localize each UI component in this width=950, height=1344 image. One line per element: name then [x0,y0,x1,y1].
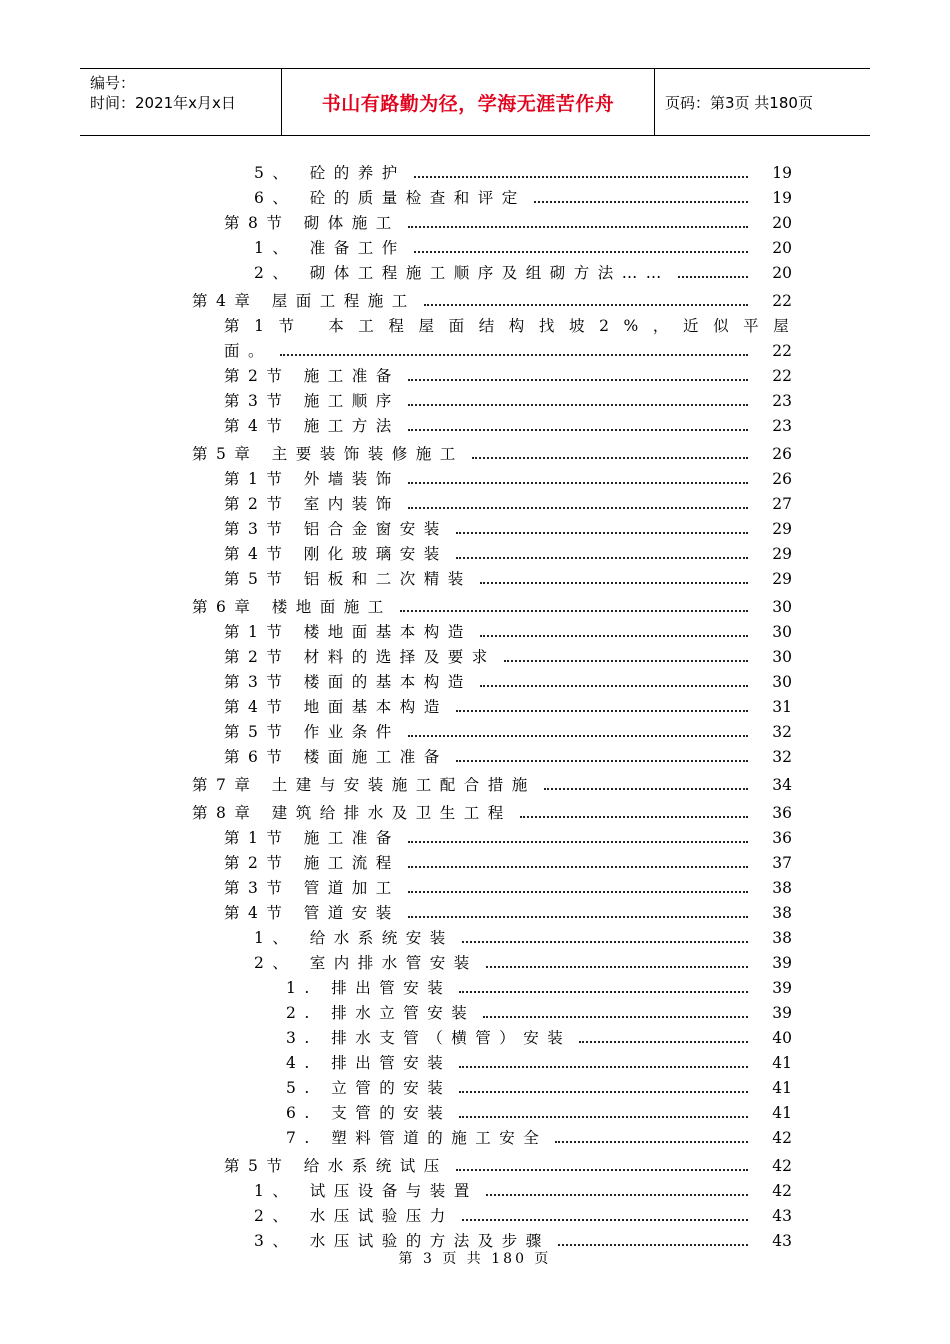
toc-page-number: 26 [772,445,792,463]
toc-entry-title: 第5章 主要装饰装修施工 [192,445,464,463]
toc-entry[interactable] [0,667,950,692]
toc-dot-leader [408,841,748,843]
toc-page-number: 29 [772,570,792,588]
toc-dot-leader [480,582,748,584]
toc-page-number: 32 [772,723,792,741]
toc-page-number: 39 [772,954,792,972]
toc-entry[interactable] [0,1048,950,1073]
toc-page-number: 29 [772,520,792,538]
toc-page-number: 31 [772,698,792,716]
toc-entry-title: 5. 立管的安装 [286,1079,452,1097]
toc-page-number: 30 [772,598,792,616]
toc-entry[interactable] [0,848,950,873]
toc-page-number: 34 [772,776,792,794]
toc-dot-leader [408,891,748,893]
toc-entry[interactable] [0,923,950,948]
toc-page-number: 23 [772,417,792,435]
toc-dot-leader [558,1244,748,1246]
toc-entry-title: 第2节 施工准备 [224,367,400,385]
toc-entry[interactable] [0,873,950,898]
toc-page-number: 29 [772,545,792,563]
toc-entry[interactable] [0,1098,950,1123]
toc-dot-leader [456,760,748,762]
toc-entry-title: 第5节 给水系统试压 [224,1157,448,1175]
toc-entry[interactable] [0,564,950,589]
toc-page-number: 20 [772,264,792,282]
toc-dot-leader [456,1169,748,1171]
toc-page-number: 26 [772,470,792,488]
toc-entry[interactable] [0,286,950,311]
toc-page-number: 20 [772,239,792,257]
toc-dot-leader [462,941,748,943]
toc-entry[interactable] [0,361,950,386]
toc-dot-leader [456,557,748,559]
toc-entry[interactable] [0,539,950,564]
toc-entry-title: 2、 水压试验压力 [254,1207,454,1225]
toc-dot-leader [408,226,748,228]
toc-entry[interactable] [0,258,950,283]
toc-entry-title: 3. 排水支管（横管）安装 [286,1029,572,1047]
toc-entry-title: 第7章 土建与安装施工配合措施 [192,776,536,794]
toc-entry-title: 第2节 材料的选择及要求 [224,648,496,666]
toc-dot-leader [520,816,748,818]
toc-dot-leader [678,276,748,278]
toc-entry-title: 第1节 外墙装饰 [224,470,400,488]
toc-entry-title: 第4节 管道安装 [224,904,400,922]
toc-dot-leader [459,1091,748,1093]
toc-entry-title: 2. 排水立管安装 [286,1004,476,1022]
toc-page-number: 37 [772,854,792,872]
toc-entry-title: 第1节 施工准备 [224,829,400,847]
toc-entry-title: 1、 准备工作 [254,239,406,257]
toc-dot-leader [480,635,748,637]
toc-page-number: 39 [772,1004,792,1022]
toc-dot-leader [472,457,748,459]
toc-entry[interactable] [0,742,950,767]
toc-entry-title: 第5节 作业条件 [224,723,400,741]
toc-page-number: 39 [772,979,792,997]
toc-page-number: 20 [772,214,792,232]
header-meta [80,69,282,135]
toc-entry[interactable] [0,464,950,489]
toc-dot-leader [544,788,748,790]
toc-entry[interactable] [0,1073,950,1098]
toc-entry[interactable] [0,770,950,795]
toc-entry-title: 3、 水压试验的方法及步骤 [254,1232,550,1250]
toc-entry[interactable] [0,998,950,1023]
toc-entry-title: 2、 室内排水管安装 [254,954,478,972]
toc-page-number: 23 [772,392,792,410]
toc-entry-title: 面。 [224,342,273,360]
toc-entry-title: 第3节 施工顺序 [224,392,400,410]
toc-dot-leader [408,735,748,737]
toc-page-number: 43 [772,1232,792,1250]
toc-page-number: 36 [772,804,792,822]
toc-dot-leader [486,966,748,968]
toc-page-number: 38 [772,879,792,897]
toc-dot-leader [459,1116,748,1118]
toc-entry[interactable] [0,386,950,411]
toc-dot-leader [486,1194,748,1196]
toc-entry-title: 7. 塑料管道的施工安全 [286,1129,548,1147]
toc-entry[interactable] [0,692,950,717]
toc-page-number: 19 [772,189,792,207]
toc-page-number: 41 [772,1054,792,1072]
toc-page-number: 22 [772,367,792,385]
toc-entry[interactable] [0,592,950,617]
toc-dot-leader [408,507,748,509]
toc-entry-title: 第4节 刚化玻璃安装 [224,545,448,563]
toc-dot-leader [462,1219,748,1221]
toc-entry[interactable] [0,823,950,848]
toc-dot-leader [408,866,748,868]
toc-page-number: 38 [772,929,792,947]
toc-entry[interactable] [0,798,950,823]
toc-entry-title: 第2节 室内装饰 [224,495,400,513]
toc-dot-leader [579,1041,748,1043]
toc-entry-title: 6. 支管的安装 [286,1104,452,1122]
toc-dot-leader [483,1016,748,1018]
toc-page-number: 42 [772,1129,792,1147]
toc-page-number: 41 [772,1104,792,1122]
toc-dot-leader [280,354,748,356]
toc-entry-title: 第1节 本工程屋面结构找坡2%，近似平屋 [224,317,804,335]
toc-entry-title: 5、 砼的养护 [254,164,406,182]
toc-dot-leader [414,176,748,178]
toc-dot-leader [408,482,748,484]
toc-entry[interactable] [0,948,950,973]
toc-entry-title: 第4节 地面基本构造 [224,698,448,716]
toc-entry[interactable] [0,336,950,361]
toc-entry-title: 第1节 楼地面基本构造 [224,623,472,641]
toc-entry-title: 第6章 楼地面施工 [192,598,392,616]
toc-dot-leader [408,404,748,406]
toc-dot-leader [480,685,748,687]
toc-page-number: 27 [772,495,792,513]
toc-entry-title: 第4节 施工方法 [224,417,400,435]
toc-entry[interactable] [0,1023,950,1048]
toc-page-number: 30 [772,648,792,666]
toc-dot-leader [400,610,748,612]
toc-dot-leader [534,201,748,203]
toc-dot-leader [408,429,748,431]
toc-page-number: 32 [772,748,792,766]
toc-entry[interactable] [0,898,950,923]
toc-page-number: 40 [772,1029,792,1047]
toc-dot-leader [456,532,748,534]
document-number-label: 编号： [90,74,136,92]
toc-entry-title: 第3节 楼面的基本构造 [224,673,472,691]
toc-page-number: 36 [772,829,792,847]
document-date: 时间：2021年x月x日 [90,94,236,112]
toc-dot-leader [408,916,748,918]
toc-entry[interactable] [0,973,950,998]
table-of-contents [0,158,950,1251]
toc-entry[interactable] [0,642,950,667]
toc-entry-title: 4. 排出管安装 [286,1054,452,1072]
toc-entry[interactable] [0,1201,950,1226]
header-motto: 书山有路勤为径，学海无涯苦作舟 [282,69,655,135]
toc-page-number: 30 [772,673,792,691]
toc-entry[interactable] [0,183,950,208]
toc-dot-leader [414,251,748,253]
toc-entry[interactable] [0,617,950,642]
toc-entry-title: 第4章 屋面工程施工 [192,292,416,310]
toc-entry[interactable] [0,489,950,514]
toc-dot-leader [408,379,748,381]
toc-entry[interactable] [0,1123,950,1148]
toc-dot-leader [555,1141,748,1143]
toc-entry-title: 1、 给水系统安装 [254,929,454,947]
toc-dot-leader [456,710,748,712]
toc-page-number: 38 [772,904,792,922]
toc-page-number: 42 [772,1157,792,1175]
toc-dot-leader [424,304,748,306]
toc-entry-title: 第6节 楼面施工准备 [224,748,448,766]
toc-entry-title: 6、 砼的质量检查和评定 [254,189,526,207]
toc-dot-leader [459,1066,748,1068]
toc-entry[interactable] [0,411,950,436]
toc-page-number: 19 [772,164,792,182]
toc-page-number: 22 [772,342,792,360]
toc-entry[interactable] [0,1151,950,1176]
toc-entry[interactable] [0,311,950,336]
toc-entry-title: 第5节 铝板和二次精装 [224,570,472,588]
page-header [80,68,870,136]
toc-page-number: 42 [772,1182,792,1200]
toc-entry[interactable] [0,439,950,464]
toc-entry-title: 2、 砌体工程施工顺序及组砌方法…… [254,264,670,282]
toc-page-number: 43 [772,1207,792,1225]
toc-entry-title: 第2节 施工流程 [224,854,400,872]
toc-entry[interactable] [0,1176,950,1201]
toc-entry[interactable] [0,717,950,742]
toc-dot-leader [459,991,748,993]
toc-entry[interactable] [0,158,950,183]
toc-page-number: 30 [772,623,792,641]
toc-entry[interactable] [0,514,950,539]
toc-entry[interactable] [0,233,950,258]
toc-entry-title: 第3节 管道加工 [224,879,400,897]
header-page-info: 页码：第3页 共180页 [665,93,813,112]
toc-entry-title: 第8节 砌体施工 [224,214,400,232]
toc-entry-title: 第3节 铝合金窗安装 [224,520,448,538]
toc-entry-title: 1、 试压设备与装置 [254,1182,478,1200]
toc-entry-title: 第8章 建筑给排水及卫生工程 [192,804,512,822]
page-footer: 第 3 页 共 180 页 [398,1251,552,1267]
toc-entry[interactable] [0,208,950,233]
toc-page-number: 41 [772,1079,792,1097]
toc-entry-title: 1. 排出管安装 [286,979,452,997]
toc-page-number: 22 [772,292,792,310]
toc-dot-leader [504,660,748,662]
